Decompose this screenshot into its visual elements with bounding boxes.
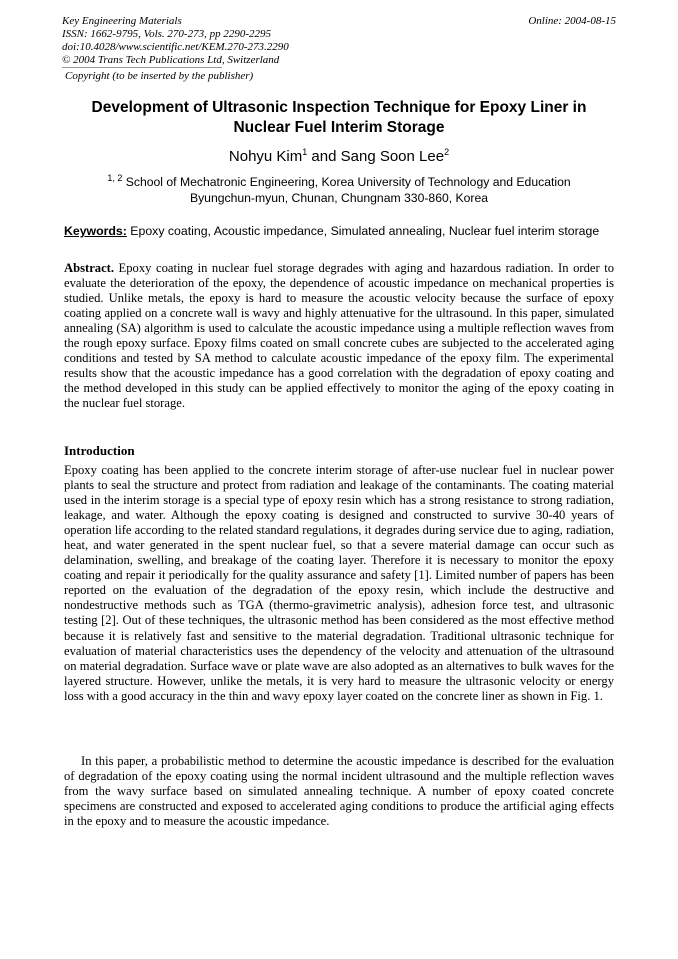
affiliation: [62, 174, 616, 206]
author-2: Sang Soon Lee: [340, 148, 445, 165]
journal-publisher: © 2004 Trans Tech Publications Ltd, Switzerland: [62, 54, 280, 66]
abstract-label: Abstract.: [64, 261, 115, 275]
author-1: Nohyu Kim: [228, 148, 303, 165]
affiliation-line-1: [62, 174, 616, 190]
affiliation-institution: School of Mechatronic Engineering, Korea University of Technology and Education: [122, 175, 571, 189]
abstract-text: Epoxy coating in nuclear fuel storage degrades with aging and hazardous radiation. In order to evaluate the deterioration of the epoxy, the dependence of acoustic impedance on mechanical properties is studied. Unlike metals, the epoxy is hard to measure the acoustic velocity because the surface of epoxy coating applied on a concrete wall is wavy and highly attenuative for the ultrasound. In this paper, simulated annealing (SA) algorithm is used to calculate the acoustic impedance using a multiple reflection waves from the rough epoxy surface. Epoxy films coated on small concrete cubes are subjected to the accelerated aging conditions and tested by SA method to calculate acoustic impedance of the epoxy film. The experimental results show that the acoustic impedance has a good correlation with the degradation of epoxy coating and the method developed in this study can be applied effectively to monitor the aging of the epoxy coating in the nuclear fuel storage.: [64, 261, 614, 411]
copyright-note: Copyright (to be inserted by the publisher): [65, 70, 254, 82]
header-divider: [62, 67, 222, 68]
introduction-paragraph-1: [64, 463, 614, 704]
affiliation-mark: 1, 2: [107, 172, 123, 183]
keywords-label: Keywords:: [64, 224, 127, 238]
title-line-2: Nuclear Fuel Interim Storage: [233, 119, 445, 136]
journal-issn: ISSN: 1662-9795, Vols. 270-273, pp 2290-2295: [62, 28, 271, 40]
paragraph-text: In this paper, a probabilistic method to determine the acoustic impedance is described for the evaluation of degradation of the epoxy coating using the normal incident ultrasound and the multiple reflection waves from the wavy surface based on simulated annealing technique. A number of epoxy coated concrete specimens are constructed and exposed to accelerated aging conditions to produce the artificial aging effects in the epoxy and to measure the acoustic impedance.: [64, 754, 614, 829]
online-date: Online: 2004-08-15: [528, 15, 616, 27]
section-heading-introduction: Introduction: [64, 443, 135, 458]
author-2-affiliation-mark: 2: [444, 147, 450, 157]
keywords: [64, 224, 624, 238]
paragraph-text: Epoxy coating has been applied to the concrete interim storage of after-use nuclear fuel in nuclear power plants to seal the structure and protect from radiation and leakage of the contaminants. The coating material used in the interim storage is a special type of epoxy resin which has a strong resistance to strong radiation, leakage, and water. Although the epoxy coating is designed and constructed to survive 30-40 years of operation life according to the related standard regulations, it degrades during service due to aging, radiation, heat, and water generated in the spent nuclear fuel, so that a severe material damage can occur such as delamination, swelling, and breakage of the coating layer. Therefore it is necessary to monitor the epoxy coating and repair it periodically for the quality assurance and safety [1]. Limited number of papers has been reported on the evaluation of the degradation of the epoxy resin, which include the destructive and nondestructive methods such as TGA (thermo-gravimetric analysis), adhesion force test, and ultrasonic testing [2]. Out of these techniques, the ultrasonic method has been considered as the most effective method because it is relatively fast and sensitive to the material degradation. Traditional ultrasonic technique for evaluation of material characteristics uses the dependency of the velocity and attenuation of the ultrasound on material degradation. Surface wave or plate wave are also adopted as an alternatives to bulk waves for the layered structure. However, unlike the metals, it is very hard to measure the ultrasonic velocity or energy loss with a good accuracy in the thin and wavy epoxy layer coated on the concrete liner as shown in Fig. 1.: [64, 463, 614, 703]
author-1-affiliation-mark: 1: [302, 147, 308, 157]
title-line-1: Development of Ultrasonic Inspection Technique for Epoxy Liner in: [91, 99, 587, 116]
paper-title: [62, 98, 616, 138]
abstract: [64, 261, 614, 411]
keywords-text: Epoxy coating, Acoustic impedance, Simulated annealing, Nuclear fuel interim storage: [126, 224, 600, 238]
journal-name: Key Engineering Materials: [62, 15, 182, 27]
abstract-paragraph: [64, 261, 614, 411]
author-conjunction: and: [307, 148, 341, 165]
journal-doi[interactable]: doi:10.4028/www.scientific.net/KEM.270-273.2290: [62, 41, 289, 53]
author-list: [62, 148, 616, 165]
affiliation-line-2: Byungchun-myun, Chunan, Chungnam 330-860, Korea: [189, 191, 489, 205]
journal-header: [62, 15, 616, 67]
introduction-paragraph-2: [64, 754, 614, 829]
